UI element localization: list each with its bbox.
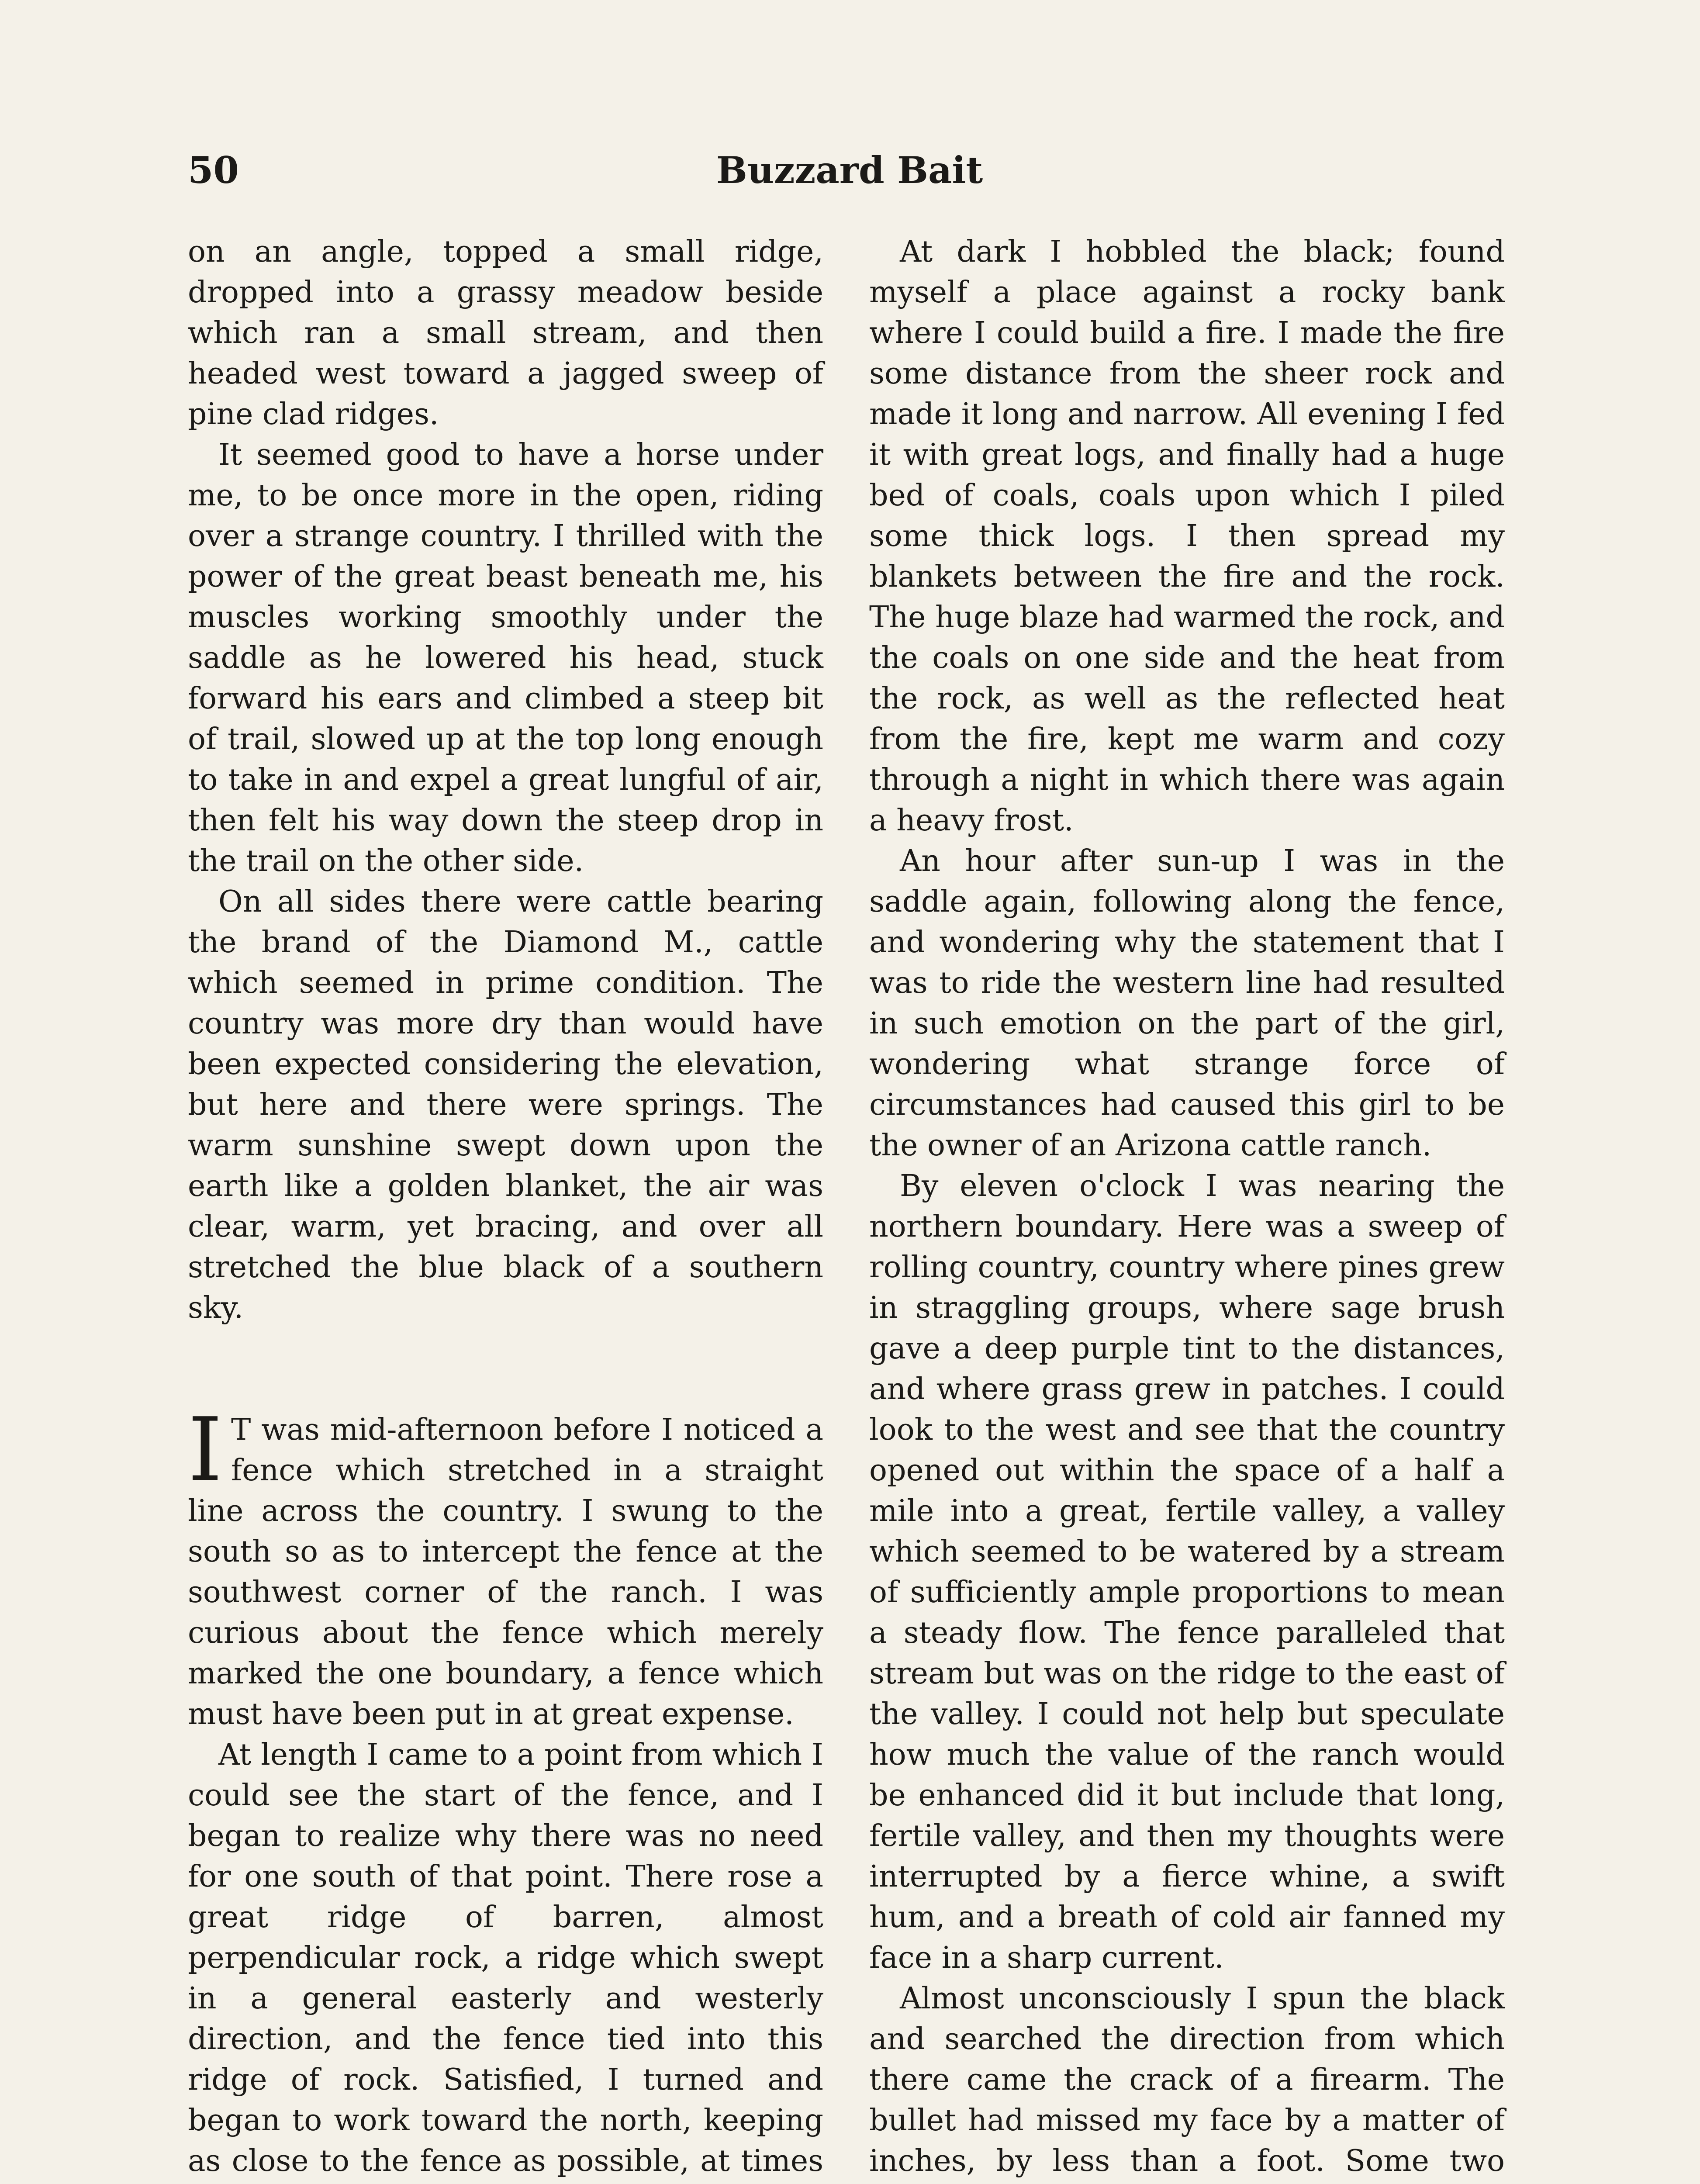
paragraph-text: T was mid-afternoon before I noticed a fence which stretched in a straight line across the country. I swung to the south so as to intercept the fence at the southwest corner of the ranch. I was curious about the fence which merely marked the one boundary, a fence which must have been put in at great expense. bbox=[188, 1413, 823, 1731]
drop-cap: I bbox=[188, 1399, 223, 1501]
right-column bbox=[869, 232, 1505, 2184]
page-number: 50 bbox=[188, 149, 239, 192]
paragraph: Almost unconsciously I spun the black and searched the direction from which there came the crack of a firearm. The bullet had missed my face by a matter of inches, by less than a foot. Some two bbox=[869, 1981, 1505, 2178]
paragraph: On all sides there were cattle bearing the brand of the Diamond M., cattle which seemed in prime condition. The country was more dry than would have been expected considering the elevation, but here and there were springs. The warm sunshine swept down upon the earth like a golden blanket, the air was clear, warm, yet bracing, and over all stretched the blue black of a southern sky. bbox=[188, 885, 823, 1325]
paragraph: on an angle, topped a small ridge, dropped into a grassy meadow beside which ran a small stream, and then headed west toward a jagged sweep of pine clad ridges. bbox=[188, 235, 823, 432]
paragraph: At length I came to a point from which I could see the start of the fence, and I began to realize why there was no need for one south of that point. There rose a great ridge of barren, almost perpendicular rock, a ridge which swept in a general easterly and westerly direction, and the fence tied into this ridge of rock. Satisfied, I turned and began to work toward the north, keeping as close to the fence as possible, at times bbox=[188, 1738, 823, 2178]
paragraph: By eleven o'clock I was nearing the northern boundary. Here was a sweep of rolling country, country where pines grew in straggling groups, where sage brush gave a deep purple tint to the distances, and where grass grew in patches. I could look to the west and see that the country opened out within the space of a half a mile into a great, fertile valley, a valley which seemed to be watered by a stream of sufficiently ample proportions to mean a steady flow. The fence paralleled that stream but was on the ridge to the east of the valley. I could not help but speculate how much the value of the ranch would be enhanced did it but include that long, fertile valley, and then my thoughts were interrupted by a fierce whine, a swift hum, and a breath of cold air fanned my face in a sharp current. bbox=[869, 1169, 1505, 1975]
left-column bbox=[188, 232, 823, 2184]
paragraph: It seemed good to have a horse under me, to be once more in the open, riding over a strange country. I thrilled with the power of the great beast beneath me, his muscles working smoothly under the saddle as he lowered his head, stuck forward his ears and climbed a steep bit of trail, slowed up at the top long enough to take in and expel a great lungful of air, then felt his way down the steep drop in the trail on the other side. bbox=[188, 438, 823, 878]
section-opening-paragraph bbox=[188, 1399, 823, 1735]
page-header bbox=[188, 144, 1511, 197]
running-title: Buzzard Bait bbox=[716, 149, 983, 192]
paragraph: An hour after sun-up I was in the saddle again, following along the fence, and wondering why the statement that I was to ride the western line had resulted in such emotion on the part of the girl, wondering what strange force of circumstances had caused this girl to be the owner of an Arizona cattle ranch. bbox=[869, 844, 1505, 1163]
paragraph: At dark I hobbled the black; found myself a place against a rocky bank where I could build a fire. I made the fire some distance from the sheer rock and made it long and narrow. All evening I fed it with great logs, and finally had a huge bed of coals, coals upon which I piled some thick logs. I then spread my blankets between the fire and the rock. The huge blaze had warmed the rock, and the coals on one side and the heat from the rock, as well as the reflected heat from the fire, kept me warm and cozy through a night in which there was again a heavy frost. bbox=[869, 235, 1505, 838]
